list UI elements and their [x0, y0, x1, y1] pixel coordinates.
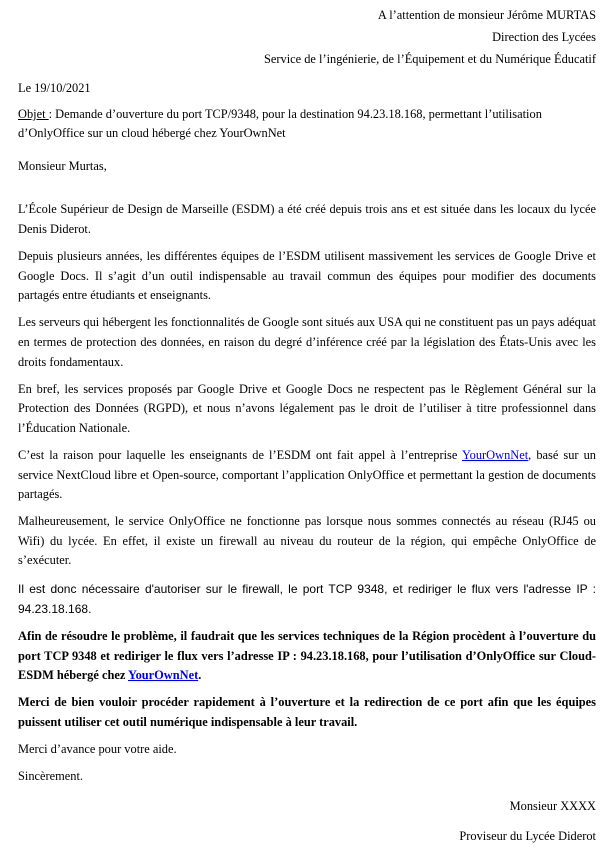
paragraph-text: . [198, 668, 202, 683]
subject-text: : Demande d’ouverture du port TCP/9348, pour la destination 94.23.18.168, permettant l’utilisation d’OnlyOffice sur un cloud hébergé chez YourOwnNet [18, 106, 542, 141]
body-paragraph-esdm-intro: L’École Supérieur de Design de Marseille (ESDM) a été créé depuis trois ans et est située dans les locaux du lycée Denis Diderot. [18, 202, 596, 236]
body-paragraph-google-usage: Depuis plusieurs années, les différentes équipes de l’ESDM utilisent massivement les services de Google Drive et Google Docs. Il s’agit d’un outil indispensable au travail commun des équipes pour modifier des documents partagés entre étudiants et enseignants. [18, 249, 596, 303]
body-paragraph-urgency: Merci de bien vouloir procéder rapidement à l’ouverture et la redirection de ce port afin que les équipes puissent utiliser cet outil numérique indispensable à leur travail. [18, 695, 596, 729]
signature-title: Proviseur du Lycée Diderot [459, 829, 596, 844]
closing-signoff: Sincèrement. [18, 769, 84, 784]
service-line: Service de l’ingénierie, de l’Équipement et du Numérique Éducatif [263, 52, 596, 66]
paragraph-text: C’est la raison pour laquelle les enseignants de l’ESDM ont fait appel à l’entreprise [18, 447, 462, 462]
salutation: Monsieur Murtas, [18, 158, 107, 173]
yourownnet-link[interactable]: YourOwnNet [461, 447, 529, 462]
closing-thanks: Merci d’avance pour votre aide. [18, 742, 177, 757]
paragraph-text: , basé sur un service NextCloud libre et Open-source, comportant l’application OnlyOffice et permettant la gestion de documents partagés. [18, 447, 596, 502]
body-paragraph-usa-servers: Les serveurs qui hébergent les fonctionnalités de Google sont situés aux USA qui ne constituent pas un pays adéquat en termes de protection des données, en raison du degré d’inférence créé par la législation des États-Unis avec les droits fondamentaux. [18, 315, 596, 369]
body-paragraph-firewall-problem: Malheureusement, le service OnlyOffice ne fonctionne pas lorsque nous sommes connectés au réseau (RJ45 ou Wifi) du lycée. En effet, il existe un firewall au niveau du routeur de la région, qui empêche OnlyOffice de s’exécuter. [18, 514, 596, 568]
subject-line [18, 105, 596, 144]
body-paragraph-yourownnet [18, 446, 596, 505]
paragraph-text: Afin de résoudre le problème, il faudrait que les services techniques de la Région procèdent à l’ouverture du port TCP 9348 et rediriger le flux vers l’adresse IP : 94.23.18.168, pour l’utilisation d’OnlyOffice sur Cloud-ESDM hébergé chez [18, 629, 596, 683]
letter-header [18, 4, 596, 70]
body-paragraph-rgpd: En bref, les services proposés par Google Drive et Google Docs ne respectent pas le Règlement Général sur la Protection des Données (RGPD), et nous n’avons légalement pas le droit de l’utiliser à titre professionnel dans l’Éducation Nationale. [18, 381, 596, 435]
direction-line: Direction des Lycées [492, 30, 596, 44]
yourownnet-link-bold[interactable]: YourOwnNet [128, 668, 199, 683]
body-paragraph-solution [18, 627, 596, 686]
attention-line: A l’attention de monsieur Jérôme MURTAS [377, 8, 596, 22]
body-paragraph-port-request: Il est donc nécessaire d'autoriser sur le firewall, le port TCP 9348, et rediriger le flux vers l'adresse IP : 94.23.18.168. [18, 581, 596, 616]
date-line: Le 19/10/2021 [18, 81, 91, 95]
signature-name: Monsieur XXXX [509, 799, 596, 814]
subject-label: Objet [18, 106, 49, 121]
